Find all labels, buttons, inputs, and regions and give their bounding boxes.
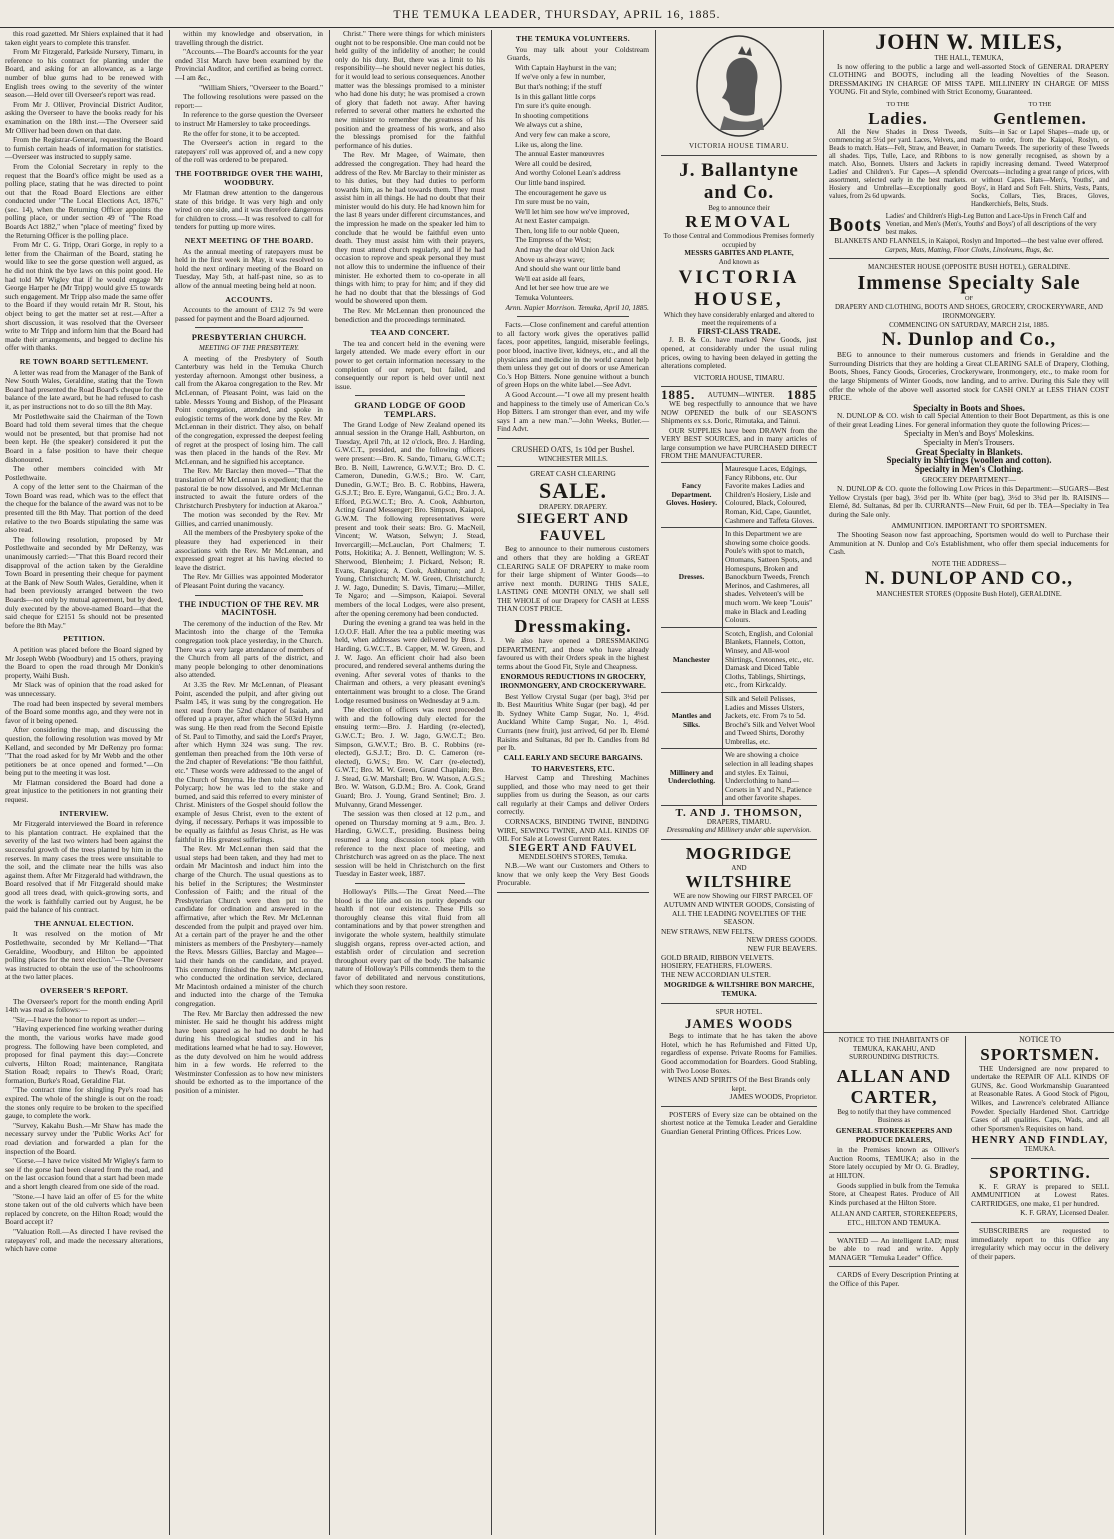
ad-line: Beg to notify that they have commenced Business as	[837, 1107, 951, 1125]
section-heading: MEETING OF THE PRESBYTERY.	[199, 344, 299, 352]
paragraph: CARDS of Every Description Printing at the Office of this Paper.	[829, 1270, 959, 1288]
ad-headline: Dressmaking.	[514, 616, 632, 637]
ad-line: ALLAN AND CARTER, STOREKEEPERS, ETC., HILTON AND TEMUKA.	[830, 1210, 958, 1227]
paragraph: "Accounts.—The Board's accounts for the year ended 31st March have been examined by the Provincial Auditor, and certified as being correct.—I am &c.,	[175, 47, 323, 82]
paragraph: "Having experienced fine working weather during the month, the various works have made good progress. The following have been completed, and proposed for final payment this day:—Concrete culverts, Hilton Road; maintenance, Rangitata Station Road; repairs to Thew's Road, Orari; formation, Burke's Road, Geraldine Flat.	[5, 1024, 163, 1085]
paragraph: "Valuation Roll.—As directed I have revised the ratepayers' roll, and made the necessary alterations, which have come	[5, 1226, 163, 1254]
ad-headline: Gentlemen.	[993, 108, 1087, 128]
ad-line: GENERAL STOREKEEPERS AND PRODUCE DEALERS,	[835, 1125, 953, 1144]
ad-line: JAMES WOODS, Proprietor.	[729, 1092, 817, 1102]
year-right: 1885	[787, 387, 817, 403]
paragraph: Mr Slack was of opinion that the road asked for was unnecessary.	[5, 680, 163, 698]
list-item: HOSIERY, FEATHERS, FLOWERS.	[661, 961, 772, 971]
ad-headline: Immense Specialty Sale	[857, 271, 1081, 294]
column-2	[170, 30, 328, 1535]
paragraph: Is now offering to the public a large and well-assorted Stock of GENERAL DRAPERY CLOTHING and BOOTS, including all the leading Novelties of the Season. DRESSMAKING IN CHARGE OF MISS TAPE. MILLINERY IN CHARGE OF MISS YOUNG. Fit and Style, combined with Strict Economy, Guaranteed.	[829, 61, 1109, 97]
divider	[661, 1106, 817, 1107]
poem-line: In shooting competitions	[515, 110, 589, 120]
ladies-gentlemen	[829, 101, 1109, 210]
section-heading: THE FOOTBRIDGE OVER THE WAIHI, WOODBURY.	[175, 168, 323, 187]
list-item: NEW STRAWS, NEW FELTS.	[661, 926, 755, 936]
specialty-heading: Specialty in Men's Clothing.	[914, 463, 1024, 474]
section-heading: PETITION.	[63, 634, 105, 644]
ad-headline: and Co.	[703, 181, 775, 203]
department-label: Mantles and Silks.	[661, 693, 723, 750]
paragraph: The motion was seconded by the Rev. Mr Gillies, and carried unanimously.	[175, 510, 323, 528]
paragraph: The Grand Lodge of New Zealand opened its annual session in the Orange Hall, Ashburton, on Tuesday, April 7th, at 12 o'clock, Bro. J. Harding, G.W.C.T., presided, and the following officers were present:—Bro. K. Sando, Timaru, G.W.C.T.; Bro. B. Neill, Lawrence, G.W.V.T.; Bro. D. C. Cameron, Dunedin, G.W.S.; Bro. W. Carr, Dunedin, G.W.T.; Bro. B. C. Robbins, Hawera, G.S.J.T.; Bro. E. Eyre, Wanganui, G.C.; Bro. J. A. Efford, P.G.W.C.T.; Bro. A. Cook, Ashburton, Acting Grand Messenger; Bro. Simpson, Kaiapoi, G.W.M. The following representatives were present and took their seats: Bro. G. MacNeil, Vincent; W. Watson, Selwyn; J. Stead, Invercargill;—McLauclan, Port Chalmers; T. Potts, Hokitika; A. J. Bennett, Wellington; W. S. Sherwood, Blenheim; J. Pickard, Nelson; R. Evans, Rangiora; A. Cook, Ashburton; and J. Young, Christchurch; M. W. Green, Christchurch; J. W. Jago, Dunedin; S. Davis, Timaru;—Miller, Te Ngaro; and —Simpson, Kaiapoi. Several members of the local Lodges, were also present, after the opening ceremony had been conducted.	[335, 419, 485, 618]
department-table	[661, 462, 817, 806]
ad-headline: JAMES WOODS	[685, 1016, 793, 1032]
paragraph: The road had been inspected by several members of the Board some months ago, and they were not in favor of it being opened.	[5, 698, 163, 725]
paragraph: within my knowledge and observation, in travelling through the district.	[175, 30, 323, 47]
department-text: Scotch, English, and Colonial Blankets, Flannels, Cotton, Winsey, and All-wool Shirtings, Cretonnes, etc., etc. Damask and Diced Table Cloths, Tablings, Shirtings, etc., from Kirkcaldy.	[723, 628, 817, 693]
paragraph: All the New Shades in Dress Tweeds, commencing at 5½d per yard. Laces, Velvets, and Beads to match. Hats—Felt, Straw, and Beaver, in all shades. Tips, Tulle, Lace, and Ribbons to match. Also, Bonnets. Ulsters and Jackets in Ladies' and Children's. Fur Capes—A splendid assortment, selected early in the best markets. Hosiery and Umbrellas—Exceptionally good values, from 2s 6d upwards.	[829, 128, 967, 200]
section-heading: TEA AND CONCERT.	[370, 328, 450, 338]
poem-line: Above us always wave;	[515, 254, 585, 264]
specialty-heading: Specialty in Men's Trousers.	[923, 438, 1015, 448]
paragraph: Best Yellow Crystal Sugar (per bag), 3½d per lb. Best Mauritius White Sugar (per bag), 4d per lb. Sydney White Camp Sugar, No. 1, 4½d. Auckland White Camp Sugar, No. 1, 4½d. Currants (new fruit), just arrived, 6d per lb. Elemé Raisins and Sultanas, 8d per lb. Candles from 8d per lb.	[497, 691, 649, 753]
paragraph: A copy of the letter sent to the Chairman of the Town Board was read, which was to the effect that the cheque for the balance of the award was not to be presented till the 8th May. That portion of the deed relative to the two Boards stipulating the same was also read.	[5, 482, 163, 535]
list-item: NEW DRESS GOODS.	[746, 935, 817, 945]
oats-line: CRUSHED OATS, 1s 10d per Bushel.	[511, 444, 635, 454]
paragraph: All the members of the Presbytery spoke of the pleasure they had experienced in their associations with the Rev. Mr McLennan, and expressed great regret at his having elected to leave the district.	[175, 528, 323, 572]
paragraph: Christ." There were things for which ministers ought not to be responsible. One man could not be held guilty of the infidelity of another; he could only do his duty. But, there was a limit to his responsibility—he should never neglect his duties, for it would lead to serious consequences. Another matter was the blessings promised to a minister who had done his duty; he was promised a crown of glory that fadeth not away. After having referred to several other matters he exhorted the new minister to remember the greatness of his position and the greatness of his work, and also the blessings promised for the faithful performance of his duties.	[335, 30, 485, 150]
ad-headline: SALE.	[539, 477, 607, 503]
season-label: AUTUMN—WINTER.	[707, 391, 775, 400]
divider	[829, 1232, 959, 1233]
ad-line: NOTE THE ADDRESS—	[931, 559, 1007, 568]
paragraph: From Mr Fitzgerald, Parkside Nursery, Timaru, in reference to his contract for planting under the Board, and asking for an allowance, as a large number of blue gums had to be renewed with English trees owing to the severity of the winter season.—Held over till Overseer's report was read.	[5, 47, 163, 100]
paragraph: After considering the map, and discussing the question, the following resolution was moved by Mr Kelland, and seconded by Mr DeRenzy pro forma: "That the road asked for by Mr Webb and the other petitioners be at once opened and formed."—On being put to the meeting it was lost.	[5, 725, 163, 778]
divider	[355, 395, 465, 396]
divider	[497, 438, 649, 439]
paragraph: N. DUNLOP & CO. wish to call Special Attention to their Boot Department, as this is one of their great Leading Lines. For general information they quote the following Prices:—	[829, 411, 1109, 429]
paragraph: Mr Postlethwaite said the Chairman of the Town Board had told them several times that the cheque would not be presented, but that promise had not been kept. He (the speaker) considered it put the Board in a false position to have their cheque dishonoured.	[5, 411, 163, 464]
paragraph: Mr Fitzgerald interviewed the Board in reference to his plantation contract. He explained that the severity of the last two winters had been against the successful growth of the trees planted by him in the reserves. In many cases the trees were unsuitable to the soil, and the climate near the hills was also against them. After Mr Fitzgerald had withdrawn, the Board resolved that if Mr Fitzgerald should make good all trees dead, with quick-growing sorts, and the work is faithfully carried out by August, he be paid the balance of his contract.	[5, 819, 163, 915]
ad-line: And known as	[718, 257, 760, 266]
ad-line: TO THE	[1028, 100, 1052, 108]
poem-line: The encouragement he gave us	[515, 187, 607, 197]
paragraph: "The contract time for shingling Pye's road has expired. The whole of the shingle is out on the road; the stones only require to be broken to the specified gauge, to complete the work.	[5, 1085, 163, 1121]
poem-line: And very few can make a score,	[515, 129, 611, 139]
divider	[661, 155, 817, 156]
department-label: Manchester	[661, 628, 723, 693]
paragraph: CORNSACKS, BINDING TWINE, BINDING WIRE, SEWING TWINE, AND ALL KINDS OF OIL For Sale at Lowest Current Rates.	[497, 816, 649, 844]
ad-line: VICTORIA HOUSE, TIMARU.	[693, 373, 785, 382]
paragraph: WANTED — An intelligent LAD; must be able to read and write. Apply MANAGER "Temuka Leader" Office.	[829, 1235, 959, 1262]
poem-line: We'll eat aside all fears,	[515, 273, 585, 283]
gentlemen-column	[971, 101, 1109, 210]
ad-line: THE HALL, TEMUKA,	[934, 54, 1004, 62]
poem-line: We always cut a shine,	[515, 120, 583, 130]
poem-line: I'm sure must be no vain,	[515, 197, 590, 207]
ad-headline: CARTER,	[850, 1086, 938, 1107]
ad-line: TEMUKA.	[1024, 1144, 1056, 1153]
paragraph: The Overseer's action in regard to the ratepayers' roll was approved of, and a new copy of the roll was ordered to be prepared.	[175, 138, 323, 165]
divider	[195, 595, 303, 596]
paragraph: this road gazetted. Mr Shiers explained that it had taken eight years to complete this transfer.	[5, 30, 163, 47]
section-heading: INTERVIEW.	[59, 808, 109, 818]
ad-headline: Ladies.	[868, 108, 928, 128]
paragraph: The following resolutions were passed on the report:—	[175, 92, 323, 110]
ad-headline: REMOVAL	[685, 212, 793, 232]
department-text: We are showing a choice selection in all leading shapes and styles. Ex Tainui, Underclothing to hand—Corsets in Y and N., Patience and other favorite shapes.	[723, 749, 817, 806]
boots-block	[829, 213, 1109, 237]
ad-line: BLANKETS AND FLANNELS, in Kaiapoi, Roslyn and Imported—the best value ever offered.	[834, 236, 1104, 245]
section-heading: ACCOUNTS.	[225, 294, 273, 304]
ad-line: TO HARVESTERS, ETC.	[531, 764, 615, 774]
ad-line: Which they have considerably enlarged and altered to meet the requirements of a	[663, 310, 815, 328]
paragraph: N.B.—We want our Customers and Others to know that we only keep the Very Best Goods Procurable.	[497, 860, 649, 888]
poem-line: With Captain Hayhurst in the van;	[515, 62, 617, 72]
paragraph: The ceremony of the induction of the Rev. Mr Macintosh into the charge of the Temuka congregation took place yesterday, in the Church. There was a very large attendance of members of the Church from all parts of the district, and many people belonging to other denominations also attended.	[175, 618, 323, 680]
poem-line: Were all could be desired,	[515, 158, 592, 168]
paragraph: In reference to the gorse question the Overseer to instruct Mr Hamersley to take proceedings.	[175, 110, 323, 128]
ad-line: Dressmaking and Millinery under able supervision.	[666, 826, 812, 835]
column-1	[0, 30, 168, 1535]
column-5	[656, 30, 822, 1535]
paragraph: The other members coincided with Mr Postlethwaite.	[5, 464, 163, 482]
ad-line: SPUR HOTEL.	[715, 1006, 763, 1016]
paragraph: "Stone.—I have laid an offer of £5 for the white stone taken out of the old culverts which have been replaced by concrete, on the Hilton Road; would the Board accept it?	[5, 1191, 163, 1227]
ad-line: OF	[964, 294, 974, 302]
year-left: 1885.	[661, 387, 696, 403]
paragraph: K. F. GRAY is prepared to SELL AMMUNITION at Lowest Rates. CARTRIDGES, one make, £1 per hundred.	[971, 1181, 1109, 1208]
paragraph: We also have opened a DRESSMAKING DEPARTMENT, and those who have already favoured us with their Orders speak in the highest terms about the Good Fit, Style and Cheapness.	[497, 636, 649, 671]
paragraph: As the annual meeting of ratepayers must be held in the first week in May, it was resolved to hold the next ordinary meeting of the Board on Tuesday, May 5th, at half-past nine, so as to allow of the annual meeting being held at noon.	[175, 246, 323, 291]
paragraph: THE Undersigned are now prepared to undertake the REPAIR OF ALL KINDS OF GUNS, &c. Good Workmanship Guaranteed at Reasonable Rates. A Good Stock of Pigou, Wilkes, and Lawrence's celebrated Alliance Powder. Specially Hardened Shot. Cartridge Cases of all qualities. Caps, Wads, and all other Sportsmen's Requisites on hand.	[971, 1063, 1109, 1133]
paragraph: "Gorse.—I have twice visited Mr Wigley's farm to see if the gorse had been cleared from the road, and on the last occasion found that a start had been made and a short length cleared from one side of the road.	[5, 1156, 163, 1191]
ad-headline: WILTSHIRE	[685, 872, 793, 892]
paragraph: A Good Account.—"I owe all my present health and happiness to the timely use of American Co.'s Hop Bitters. I am stronger than ever, and my wife says I am a new man."—John Weeks, Butler.—Find Advt.	[497, 389, 649, 434]
paragraph: From the Colonial Secretary in reply to the request that the Board's office might be used as a polling place, stating that he was directed to point out that the Road Board Elections are either conducted under "The Local Elections Act, 1876," (sec. 14), when the Returning Officer appoints the polling place, or under section 49 of "The Road Boards Act 1882," when "place of meeting" fixed by the Returning Officer is the polling place.	[5, 161, 163, 240]
ad-line: MOGRIDGE & WILTSHIRE BON MARCHE, TEMUKA.	[663, 980, 815, 998]
paragraph: Ladies' and Children's High-Leg Button and Lace-Ups in French Calf and Venetian, and Men's (Men's, Youths' and Boys') of all descriptions of the very best makes.	[885, 212, 1097, 236]
paragraph: Facts.—Close confinement and careful attention to all factory work gives the operatives pallid faces, poor appetites, languid, miserable feelings, poor blood, inactive liver, kidneys, etc., and all the physicians and medicine in the world cannot help them unless they get out of doors or use American Co.'s Hop Bitters. None genuine without a bunch of green Hops on the white label.—See Advt.	[497, 320, 649, 390]
section-heading: THE ANNUAL ELECTION.	[34, 918, 134, 928]
ad-headline: SIEGERT AND FAUVEL	[508, 842, 638, 854]
mills-line: WINCHESTER MILLS.	[538, 454, 608, 463]
poem-line: Our little band inspired.	[515, 177, 586, 187]
ad-line: MESSRS GABITES AND PLANTE,	[684, 249, 794, 258]
paragraph: J. B. & Co. have marked New Goods, just opened, at considerably under the usual ruling prices, owing to having been delayed in getting the alterations completed.	[661, 335, 817, 371]
poem-line: And should she want our little band	[515, 264, 621, 274]
paragraph: "Sir,—I have the honor to report as under:—	[13, 1014, 146, 1024]
specialty-heading: Great Specialty in Blankets.	[915, 446, 1023, 457]
article-title: PRESBYTERIAN CHURCH.	[191, 332, 307, 343]
goods-list	[661, 928, 817, 980]
paragraph: Harvest Camp and Threshing Machines supplied, and those who may need to get their supplies from us during the Season, as our carts call regularly at their Camps and deliver Orders correctly.	[497, 772, 649, 817]
poem-line: Like us, along the line.	[515, 139, 583, 149]
ad-headline: J. Ballantyne	[679, 159, 799, 181]
department-text: Mauresque Laces, Edgings, Fancy Ribbons, etc. Our Favorite makes Ladies and Children's Hosiery, Lisle and Coloured, Black, Coloured, Roman, Kid, Cape, Gauntlet, Cashmere and Taffeta Gloves.	[723, 463, 817, 528]
ladies-column	[829, 101, 967, 210]
department-label: Fancy Department. Gloves. Hosiery.	[661, 463, 723, 528]
ad-headline: HOUSE,	[694, 288, 784, 310]
ad-headline: Boots	[829, 213, 882, 236]
ad-headline: SIEGERT AND	[516, 511, 630, 528]
paragraph: The session was then closed at 12 p.m., and opened on Thursday morning at 9 a.m., Bro. J. Harding, G.W.C.T., presiding. Business being resumed a long discussion took place with reference to the next place of meeting, and Christchurch was agreed on as the place. The next session will be held in Christchurch on the first Tuesday in Easter week, 1887.	[335, 809, 485, 879]
article-title: THE INDUCTION OF THE REV. MR MACINTOSH.	[178, 599, 320, 618]
paragraph: From Mr C. G. Tripp, Orari Gorge, in reply to a letter from the Chairman of the Board, stating he would like to see the gorse question well argued, as he did not think the bye laws on this point good. He had told Mr Wigley that if he would engage Mr George Harper he (Mr Tripp) would give £5 towards such engagement. Mr Tripp also made the same offer to the Board if they would retain Mr R. Stout, his object being to get the matter set at rest.—After a short discussion, it was resolved that the Overseer write to Mr Tripp and inform him that the Board had made their arrangements, and begged to decline his offer with thanks.	[5, 240, 163, 353]
header-rule	[0, 27, 1114, 28]
specialty-heading: Specialty in Shirtings (woollen and cotton).	[886, 455, 1052, 466]
poem-line: The annual Easter manœuvres	[515, 149, 605, 159]
column-4	[492, 30, 654, 1535]
poem-line: Then, long life to our noble Queen,	[515, 225, 620, 235]
specialty-heading: Specialty in Men's and Boys' Moleskins.	[904, 429, 1034, 439]
paragraph: Suits—in Sac or Lapel Shapes—made up, or made to order, from the Kaiapoi, Roslyn, or Oamaru Tweeds. The superiority of these Tweeds is now generally recognised, as shown by a rapidly increasing demand. Tweed Waterproof Overcoats—including a great range of prices, with or without Capes. Hats—Men's, Youths', and Boys', in Hard and Soft Felt. Shirts, Vests, Pants, Socks, Collars, Ties, Braces, Gloves, Handkerchiefs, Belts, Studs.	[971, 128, 1109, 208]
paragraph: A letter was read from the Manager of the Bank of New South Wales, Geraldine, stating that the Town Board had presented the Road Board's cheque for the balance of the late award, but he had refused to cash it, as per instructions not to do so till the 8th May.	[5, 367, 163, 411]
poem-line: The Empress of the West;	[515, 235, 592, 245]
divider	[517, 316, 629, 317]
poem-line: I'm sure it's quite enough.	[515, 101, 591, 111]
poem-line: At next Easter campaign.	[515, 216, 590, 226]
ad-headline: ALLAN AND	[836, 1065, 952, 1086]
signature: "William Shiers, "Overseer to the Board."	[199, 82, 323, 92]
ad-line: CALL EARLY AND SECURE BARGAINS.	[503, 752, 643, 762]
article-title: GRAND LODGE OF GOOD TEMPLARS.	[354, 400, 466, 419]
paragraph: The Rev. Mr Barclay then moved—"That the translation of Mr McLennan is expedient; that the pastoral tie be now dissolved, and Mr McLennan instructed to await the future orders of the Christchurch Presbytery for induction at Akaroa."	[175, 466, 323, 510]
ad-headline: T. AND J. THOMSON,	[675, 807, 803, 820]
divider	[971, 1222, 1109, 1223]
ad-line: WINES AND SPIRITS Of the Best Brands only kept.	[667, 1075, 811, 1093]
column-6-lower-left	[824, 1036, 964, 1535]
column-6-lower-right	[966, 1036, 1114, 1535]
paragraph: The Rev. Mr Gillies was appointed Moderator of Pleasant Point during the vacancy.	[175, 572, 323, 591]
divider	[829, 258, 1109, 259]
paragraph: The Rev. Mr McLennan then pronounced the benediction and the proceedings terminated.	[335, 306, 485, 324]
paragraph: From the Registrar-General, requesting the Board to furnish certain heads of information for statistics.—Overseer was instructed to supply same.	[5, 135, 163, 162]
ad-line: GREAT CASH CLEARING	[530, 469, 616, 479]
paragraph: Accounts to the amount of £312 7s 9d were passed for payment and the Board adjourned.	[175, 305, 323, 323]
paragraph: A petition was placed before the Board signed by Mr Joseph Webb (Woodbury) and 15 others, praying the Board to open the road through Mr Donkin's property, Waihi Bush.	[5, 644, 163, 680]
ad-line: DRAPERY. DRAPERY.	[538, 502, 608, 511]
caption: VICTORIA HOUSE TIMARU.	[689, 142, 789, 150]
ad-line: NOTICE TO	[1019, 1036, 1061, 1044]
poem-line: You may talk about your Coldstream Guards,	[507, 44, 649, 63]
ad-line: DRAPERY AND CLOTHING, BOOTS AND SHOES, GROCERY, CROCKERYWARE, AND IRONMONGERY.	[835, 303, 1103, 320]
department-label: Millinery and Underclothing.	[661, 749, 723, 806]
paragraph: Holloway's Pills.—The Great Need.—The blood is the life and on its purity depends our health if not our existence. These Pills so thoroughly cleanse this vital fluid from all contaminations and by that power strengthen and invigorate the whole system, healthily stimulate sluggish organs, repress over-acted action, and establish order of circulation and secretion throughout every part of the body. The balsamic nature of Holloway's Pills commends them to the favor of debilitated and nervous constitutions, which they soon restore.	[335, 887, 485, 991]
paragraph: BEG to announce to their numerous customers and friends in Geraldine and the Surrounding Districts that they are holding a Great CLEARING SALE of Drapery, Clothing, Boots, Shoes, Fancy Goods, Groceries, Crockeryware, Ironmongery, etc., to make room for the large Shipments of Winter Goods, now landing, and to arrive. During this Sale they will offer the whole of the above well assorted stock for CASH ONLY at LESS THAN COST PRICE.	[829, 350, 1109, 403]
paragraph: Mr Flatman considered the Board had done a great injustice to the petitioners in not granting their request.	[5, 777, 163, 805]
ad-line: NOTICE TO THE INHABITANTS OF TEMUKA, KAKAHU, AND SURROUNDING DISTRICTS.	[838, 1036, 950, 1062]
section-heading: RE TOWN BOARD SETTLEMENT.	[19, 356, 149, 366]
divider	[829, 1266, 959, 1267]
department-text: In this Department we are showing some choice goods. Poule's with spot to match, Ottomans, Satteen Spots, and Homespuns, Broken and Banockburn Tweeds, French Merinos, and Cashmeres, all shades. Velveteen's will be much worn. We keep "Louis" make in Black and Leading Colours.	[723, 528, 817, 628]
paragraph: "Survey, Kakahu Bush.—Mr Shaw has made the necessary survey under the 'Public Works Act' for road deviation and forwarded a plan for the inspection of the Board.	[5, 1120, 163, 1156]
ad-line: Beg to announce their	[708, 203, 770, 212]
paragraph: Beg to announce to their numerous customers and others that they are holding a GREAT CLEARING SALE OF DRAPERY to make room for their large shipment of Winter Goods—to arrive next month. DURING THIS SALE, LASTING ONE MONTH ONLY, we shall sell THE WHOLE of our Drapery for CASH at LESS THAN COST PRICE.	[497, 544, 649, 614]
list-item: THE NEW ACCORDIAN ULSTER.	[661, 969, 771, 979]
divider	[355, 883, 465, 884]
divider	[661, 1003, 817, 1004]
divider	[195, 327, 303, 328]
paragraph: Re the offer for stone, it to be accepted.	[183, 128, 300, 138]
poem-line: Temuka Volunteers.	[515, 293, 574, 303]
paragraph: The following resolution, proposed by Mr Postlethwaite and seconded by Mr DeRenzy, was unanimously carried:—"That this Board record their disapproval of the action taken by the Geraldine Town Board in presenting their cheque for payment at the Bank of New South Wales, Geraldine, when it had been previously arranged between the two Boards—not only by mutual agreement, but by deed, duly executed by the above-named Board—that the said cheque for £2151 5s should not be presented before the 8th May."	[5, 534, 163, 630]
poem-line: And may the dear old Union Jack	[515, 245, 615, 255]
ad-headline: JOHN W. MILES,	[875, 30, 1063, 54]
section-heading: OVERSEER'S REPORT.	[39, 985, 129, 995]
department-text: Silk and Seleil Pelisses, Ladies and Misses Ulsters, Jackets, etc. From 7s to 5d. Broché's Silk and Velvet Wool and Tweed Shirts, Dorothy Umbrellas, etc.	[723, 693, 817, 750]
paragraph: POSTERS of Every size can be obtained on the shortest notice at the Temuka Leader and Geraldine Guardian General Printing Offices. Prices Low.	[661, 1109, 817, 1137]
ad-line: K. F. GRAY, Licensed Dealer.	[1020, 1208, 1109, 1218]
poem-line: And let her see how true are we	[515, 283, 609, 293]
poem-title: THE TEMUKA VOLUNTEERS.	[516, 34, 630, 43]
ad-line: To those Central and Commodious Premises formerly occupied by	[663, 232, 815, 249]
column-6	[824, 30, 1114, 1030]
specialty-heading: GROCERY DEPARTMENT—	[922, 475, 1016, 485]
paragraph: The tea and concert held in the evening were largely attended. We made every effort in our power to get certain information necessary to the completion of our report, but failed, and consequently our report is held over until next issue.	[335, 338, 485, 391]
specialty-heading: AMMUNITION. IMPORTANT TO SPORTSMEN.	[891, 521, 1047, 531]
paragraph: SUBSCRIBERS are requested to immediately report to this Office any irregularity which may occur in the delivery of their papers.	[971, 1225, 1109, 1261]
poem-line: If we've only a few in number,	[515, 72, 606, 82]
divider	[824, 1032, 1114, 1033]
ad-line: Carpets, Mats, Matting, Floor Cloths, Linoleums, Rugs, &c.	[884, 245, 1054, 254]
list-item: GOLD BRAID, RIBBON VELVETS.	[661, 952, 774, 962]
paragraph: in the Premises known as Olliver's Auction Rooms, TEMUKA; also in the Store lately occupied by Mr O. G. Bradley, at HILTON.	[829, 1145, 959, 1180]
ad-line: TO THE	[886, 100, 910, 108]
paragraph: N. DUNLOP & CO. quote the following Low Prices in this Department:—SUGARS—Best Yellow Crystals (per bag), 3½d per lb. White (per bag), 3½d to 3¾d per lb. RAISINS—Elemé, 8d. Sultanas, 8d per lb. CURRANTS—New Fruit, 6d per lb. TEA—Specialty in Tea during the Sale only.	[829, 484, 1109, 519]
ad-headline: VICTORIA	[678, 266, 800, 288]
ad-line: MANCHESTER STORES (Opposite Bush Hotel), GERALDINE.	[876, 590, 1062, 599]
ad-headline: SPORTSMEN.	[980, 1044, 1100, 1064]
paragraph: The Rev. Mr Barclay then addressed the new minister. He said he thought his address might have been spared as he had no doubt he had during his theological studies and in his meditations learned what he had to say. However, as the duty devolved on him he would address him in a few words. He referred to the Westminster Confession as to how new ministers should be exhorted as to the importance of the position of a minister.	[175, 1008, 323, 1095]
paragraph: WE are now Showing our FIRST PARCEL OF AUTUMN AND WINTER GOODS, Consisting of ALL THE LEADING NOVELTIES OF THE SEASON.	[663, 891, 815, 927]
poem-line: We'll let him see how we've improved,	[515, 206, 630, 216]
paragraph: The Shooting Season now fast approaching, Sportsmen would do well to Purchase their Ammunition at N. Dunlop and Co's Establishment, who offer them special inducements for Cash.	[829, 530, 1109, 557]
poem-line: Is in this gallant little corps	[515, 91, 596, 101]
ad-line: COMMENCING ON SATURDAY, MARCH 21st, 1885.	[889, 320, 1049, 329]
ad-headline: N. Dunlop and Co.,	[881, 329, 1057, 351]
ad-line: DRAPERS, TIMARU.	[706, 817, 772, 826]
portrait-icon	[694, 34, 784, 138]
divider	[661, 839, 817, 840]
queen-victoria-portrait	[661, 30, 817, 142]
paragraph: The Rev. Mr Magee, of Waimate, then addressed the congregation. They had heard the address of the Rev. Mr Barclay to their minister as to his duties, but they had duties to perform towards him, as he had towards them. They must assist him in all things. He had no doubt that their minister would do his duty. He had known him for the last 8 years under different circumstances, and the impression he made on the speaker led him to conclude that he would be faithful even unto death. They must assist him with their prayers, they must attend church regularly, and if he had occasion to reprove and speak personal they must not allow this to undermine the influence of their minister. He exhorted them to co-operate in all things with him; to pray for him; and if they did he had no doubt that that the blessings of God would be showered upon them.	[335, 150, 485, 306]
list-item: NEW FUR BEAVERS.	[747, 943, 817, 953]
paragraph: The election of officers was next proceeded with and the following duly elected for the ensuing term:—Bro. J. Harding (re-elected), G.W.C.T.; Bro. J. W. Jago, G.W.C.T.; Bro. Simpson, G.W.V.T.; Bro. B. C. Robbins (re-elected), G.S.J.T.; Bro. D. C. Cameron (re-elected), G.W.S.; Bro. W. Carr (re-elected), G.W.T.; Bro. M. W. Green, Grand Chaplain; Bro. J. Stead, G.W. Marshall; Bro. W. Watson, A.G.S.; Bro. W. Watson, G.D.M.; Bro. A. Cook, Grand Guard; Bro. J. Young, Grand Sentinel; Bro. J. Mulvanny, Grand Messenger.	[335, 705, 485, 809]
poem-signature: Arnn. Napier Morrison. Temuka, April 10, 1885.	[505, 302, 649, 312]
ad-headline: SPORTING.	[989, 1162, 1091, 1182]
ad-line: MENDELSOHN'S STORES, Temuka.	[518, 853, 628, 862]
ad-headline: HENRY AND FINDLAY,	[971, 1134, 1109, 1147]
paragraph: The Rev. Mr McLennan then said that the usual steps had been taken, and they had met to ordain Mr Macintosh and induct him into the charge of the Church. The usual questions as to his belief in the Scriptures; the Westminster Confession of Faith; and the ritual of the Presbyterian Church were then put to the candidate for ordination and answered in the affirmative, after which the Rev. Mr McLennan descended from the pulpit and prayed over him. At a certain part of the prayer he and the other ministers as members of the Presbytery—namely the Revs. Messrs Gillies, Barclay and Magee—laid their hands on the candidate, and prayed. This ceremony finished the Rev. Mr McLennan, who conducted the ordination service, declared Mr Macintosh ordained a minister of the church and inducted into the charge of the Temuka congregation.	[175, 844, 323, 1008]
paragraph: Mr Flatman drew attention to the dangerous state of this bridge. It was very high and only wired on one side, and it was therefore dangerous for children to cross.—It was resolved to call for tenders for putting up more wires.	[175, 188, 323, 232]
paragraph: Goods supplied in bulk from the Temuka Store, at Cheapest Rates. Produce of All Kinds purchased at the Hilton Store.	[829, 1180, 959, 1207]
paragraph: A meeting of the Presbytery of South Canterbury was held in the Temuka Church yesterday afternoon. Amongst other business, a call from the Akaroa congregation to the Rev. Mr McLennan, of Pleasant Point, was laid on the table. Messrs Young and Bishop, of the Pleasant Point congregation, attended, and spoke in eulogistic terms of the work done by the Rev. Mr McLennan in their district. They also, on behalf of the congregation, expressed the deepest feeling of regret at the prospect of losing him. The call was then placed in the hands of the Rev. Mr McLennan, and he signified his acceptance.	[175, 353, 323, 466]
siegert-advert	[497, 467, 649, 893]
divider	[971, 1158, 1109, 1159]
ad-line: MANCHESTER HOUSE (OPPOSITE BUSH HOTEL), GERALDINE.	[867, 263, 1071, 272]
paragraph: The Overseer's report for the month ending April 14th was read as follows:—	[5, 996, 163, 1015]
page-header	[0, 0, 1114, 26]
specialty-heading: Specialty in Boots and Shoes.	[913, 402, 1025, 413]
paragraph: From Mr J. Olliver, Provincial District Auditor, asking the Overseer to have the books ready for his examination on the 18th inst.—The Overseer said Mr Olliver had been down on that date.	[5, 99, 163, 135]
poem-line: And worthy Colonel Lean's address	[515, 168, 621, 178]
ad-line: ENORMOUS REDUCTIONS IN GROCERY, IRONMONGERY, AND CROCKERYWARE.	[500, 672, 646, 691]
poem-line: But that's nothing; if the stuff	[515, 81, 602, 91]
ad-headline: MOGRIDGE	[685, 843, 793, 863]
paragraph: At 3.35 the Rev. Mr McLennan, of Pleasant Point, ascended the pulpit, and after giving out Psalm 145, it was sung by the congregation. He next read from the 52nd chapter of Isaiah, and offered up a prayer, after which the 503rd Hymn was sung. He then read from the Second Epistle of St. Paul to Timothy, and said the Lord's Prayer, after which Hymn 324 was sung. The rev. gentleman then preached from the 10th verse of the 2nd chapter of Revelations: "Be thou faithful, etc." These words were addressed to the angel of the Church of Smyrna. He then told the story of Polycarp; how he was led to the stake and burned, and said this referred to every minister of Christ. Ministers of the Gospel should follow the example of Jesus Christ, even to the extent of dying, if necessary. Perhaps it was impossible to be equally as faithful as Jesus Christ, as He was faithful in His greatest sufferings.	[175, 679, 323, 844]
paragraph: OUR SUPPLIES have been DRAWN from the VERY BEST SOURCES, and in many articles of large consumption we have PURCHASED DIRECT FROM THE MANUFACTURER.	[661, 425, 817, 461]
oats-advert	[497, 443, 649, 467]
ad-headline: N. DUNLOP AND CO.,	[864, 568, 1073, 590]
paragraph: WE beg respectfully to announce that we have NOW OPENED the bulk of our SEASON'S Shipments ex s.s. Doric, Rimutaka, and Tainui.	[661, 398, 817, 426]
ad-line: AND	[731, 863, 747, 872]
paragraph: It was resolved on the motion of Mr Postlethwaite, seconded by Mr Kelland—"That Geraldine, Woodbury, and Hilton be appointed polling places for the next election."—The Overseer was instructed to obtain the use of the schoolrooms at the two latter places.	[5, 929, 163, 982]
paragraph: Begs to intimate that he has taken the above Hotel, which he has Refurnished and Fitted Up, regardless of expense. Private Rooms for Families. Good accommodation for Boarders. Good Stabling, with Two Loose Boxes.	[661, 1031, 817, 1075]
department-label: Dresses.	[661, 528, 723, 628]
ad-headline: FAUVEL	[539, 528, 607, 545]
paragraph: During the evening a grand tea was held in the I.O.O.F. Hall. After the tea a public meeting was held, when addresses were delivered by Bros. J. Harding, G.W.C.T., B. Capper, M. W. Green, and J. W. Jago. An efficient choir had also been procured, and rendered several anthems during the evening. After several votes of thanks to the Chairman and others, a very pleasant evening's entertainment was brought to a close. The Grand Lodge resumed business on Wednesday at 9 a.m.	[335, 618, 485, 705]
section-heading: NEXT MEETING OF THE BOARD.	[184, 236, 314, 246]
newspaper-title: THE TEMUKA LEADER, THURSDAY, APRIL 16, 1885.	[393, 7, 721, 21]
column-3	[330, 30, 490, 1535]
ad-line: FIRST-CLASS TRADE.	[697, 326, 781, 336]
